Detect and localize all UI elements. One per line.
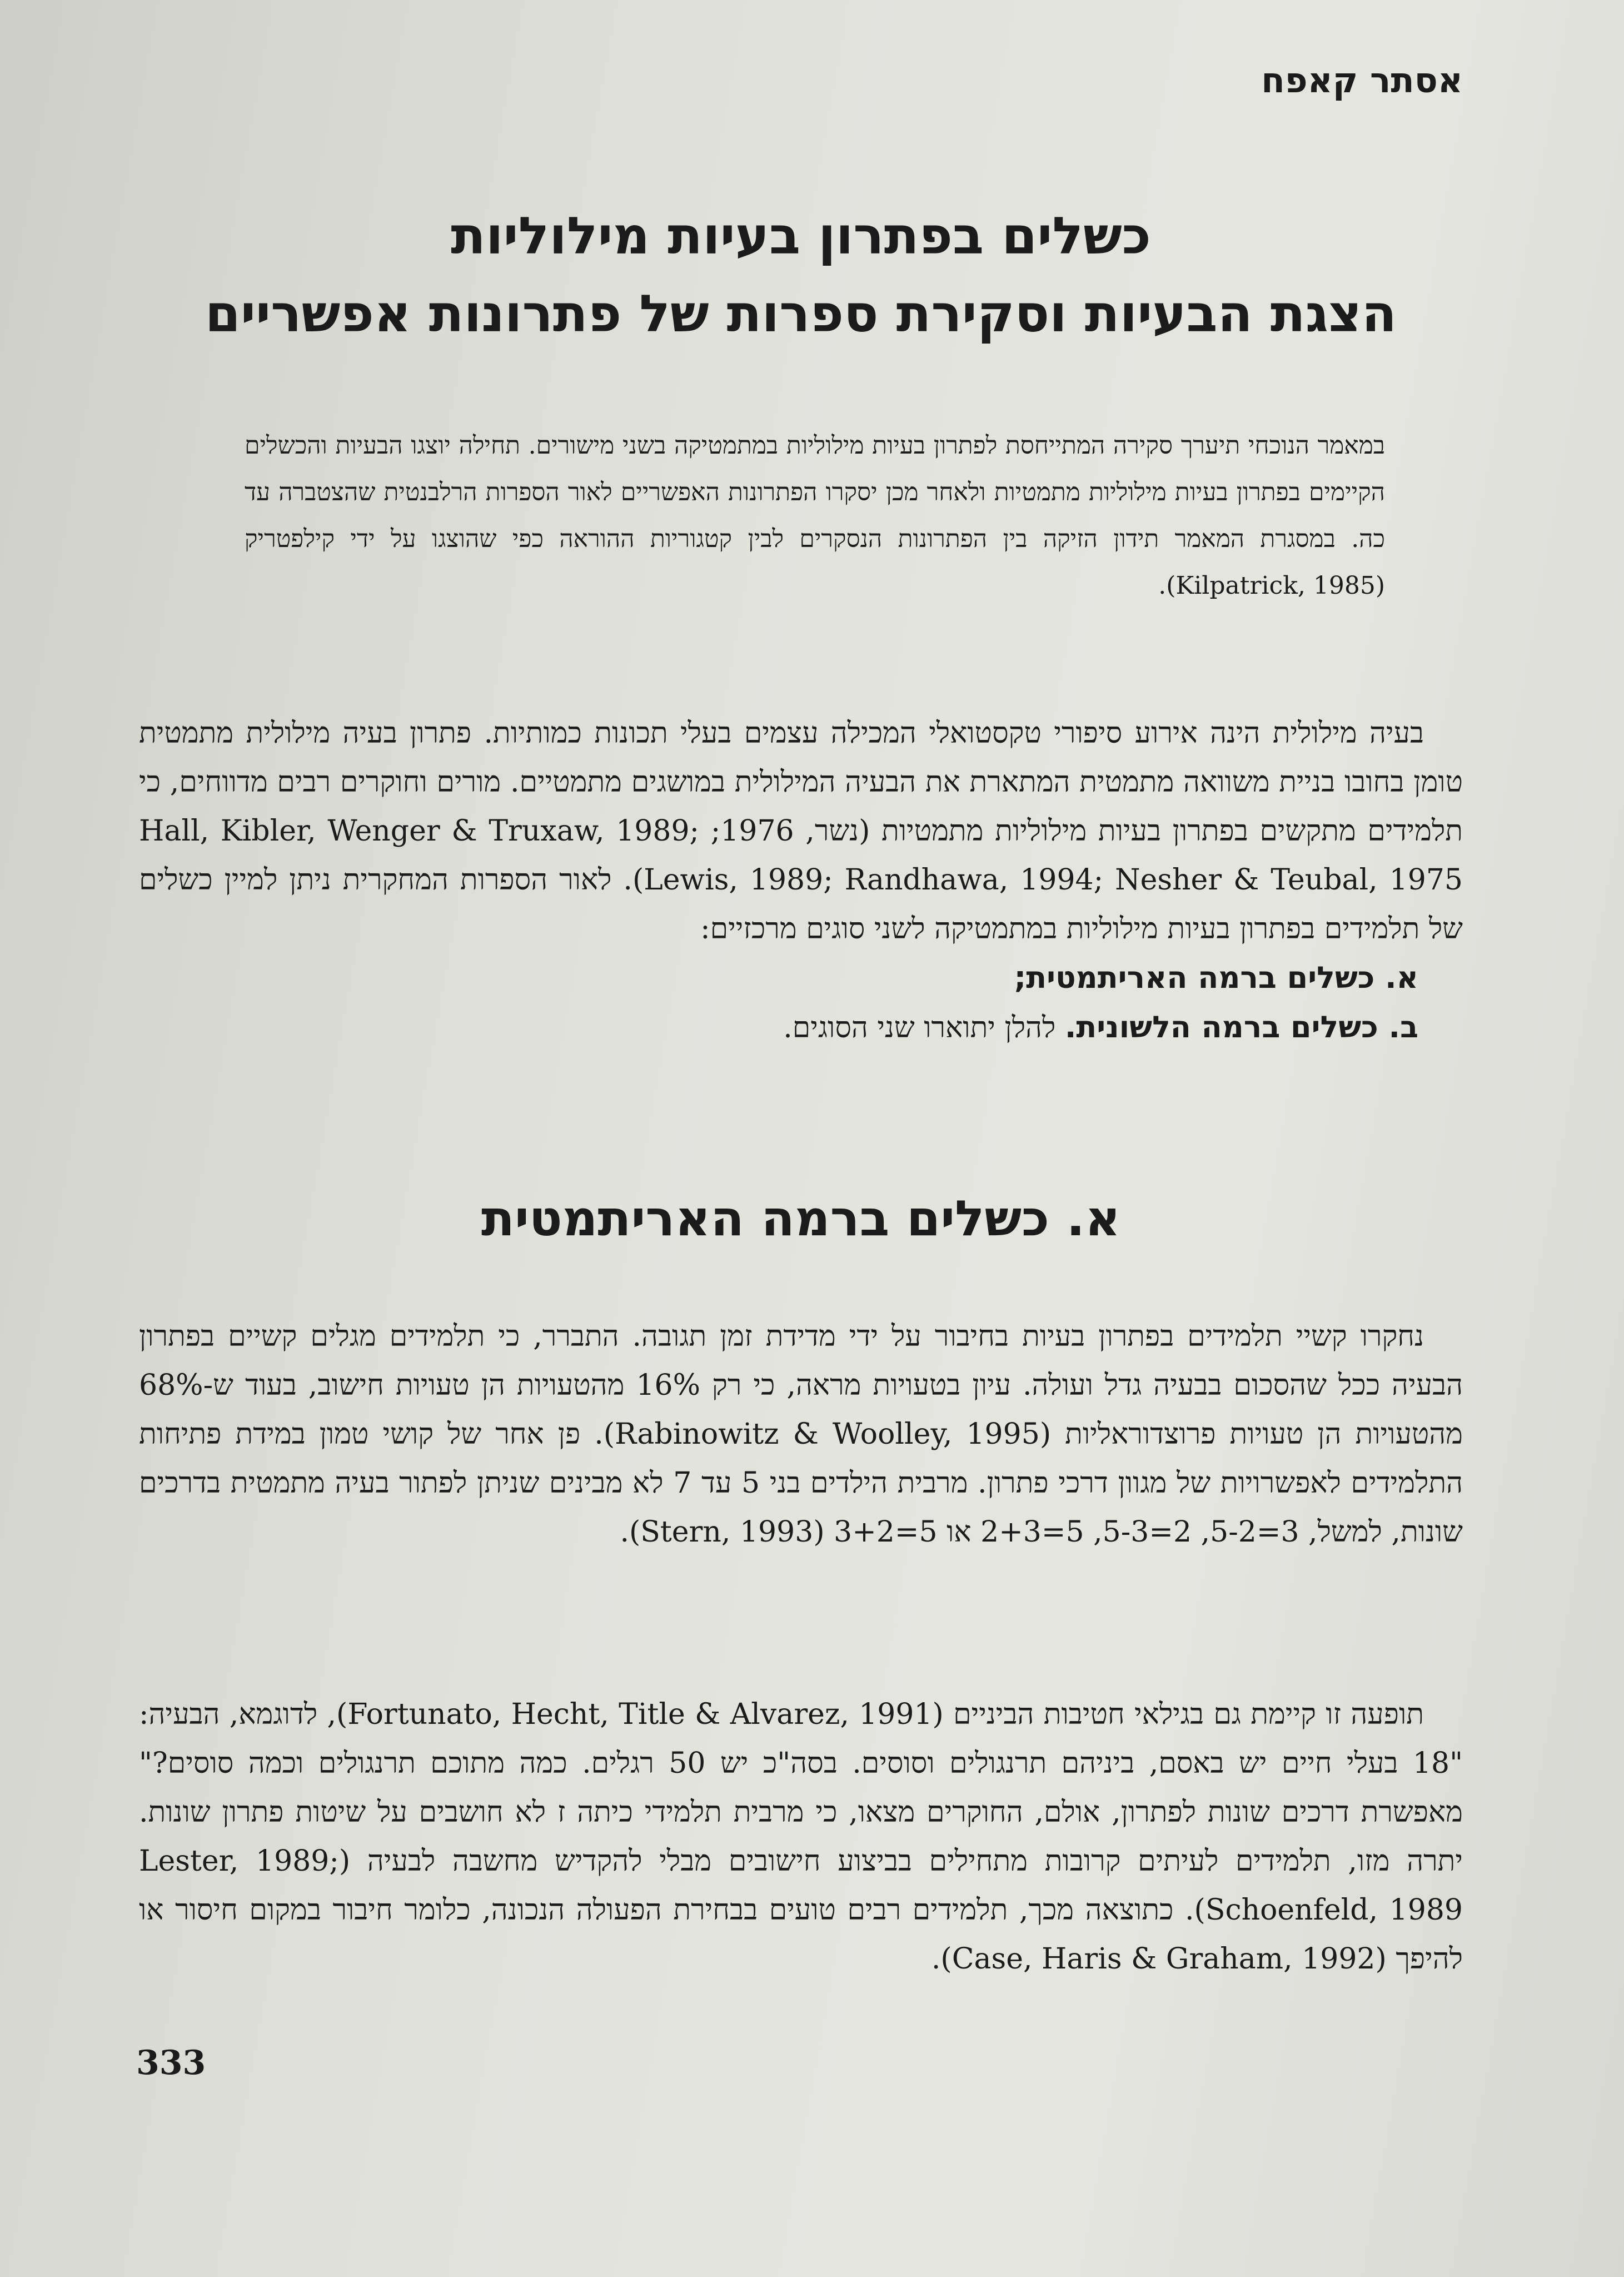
intro-paragraph: בעיה מילולית הינה אירוע סיפורי טקסטואלי המכילה עצמים בעלי תכונות כמותיות. פתרון בעיה מילולית מתמטית טומן בחובו בניית משוואה מתמטית המתארת את הבעיה המילולית במושגים מתמטיים. מורים וחוקרים רבים מדווחים, כי תלמידים מתקשים בפתרון בעיות מילוליות מתמטיות (נשר, 1976; Hall, Kibler, Wenger & Truxaw, 1989; Lewis, 1989; Randhawa, 1994; Nesher & Teubal, 1975). לאור הספרות המחקרית ניתן למיין כשלים של תלמידים בפתרון בעיות מילוליות במתמטיקה לשני סוגים מרכזיים: xyxy=(139,717,1463,946)
intro-section xyxy=(139,709,1463,1052)
article-title: כשלים בפתרון בעיות מילוליות xyxy=(451,206,1151,266)
category-b-line xyxy=(139,1003,1463,1052)
category-a: א. כשלים ברמה האריתמטית; xyxy=(1014,960,1418,995)
page-number: 333 xyxy=(136,2044,206,2082)
section-a-heading: א. כשלים ברמה האריתמטית xyxy=(481,1190,1121,1247)
section-a-paragraph-2: תופעה זו קיימת גם בגילאי חטיבות הביניים (Fortunato, Hecht, Title & Alvarez, 1991), לדוגמא, הבעיה: "18 בעלי חיים יש באסם, ביניהם תרנגולים וסוסים. בסה"כ יש 50 רגלים. כמה מתוכם תרנגולים וכמה סוסים?" מאפשרת דרכים שונות לפתרון, אולם, החוקרים מצאו, כי מרבית תלמידי כיתה ז לא חושבים על שיטות פתרון שונות. יתרה מזו, תלמידים לעיתים קרובות מתחילים בביצוע חישובים מבלי להקדיש מחשבה לבעיה (Lester, 1989; Schoenfeld, 1989). כתוצאה מכך, תלמידים רבים טועים בבחירת הפעולה הנכונה, כלומר חיבור במקום חיסור או להיפך (Case, Haris & Graham, 1992). xyxy=(139,1698,1463,1976)
article-subtitle: הצגת הבעיות וסקירת ספרות של פתרונות אפשריים xyxy=(205,284,1397,344)
category-b-rest: להלן יתוארו שני הסוגים. xyxy=(783,1011,1065,1045)
section-a-paragraph-1: נחקרו קשיי תלמידים בפתרון בעיות בחיבור על ידי מדידת זמן תגובה. התברר, כי תלמידים מגלים קשיים בפתרון הבעיה ככל שהסכום בבעיה גדל ועולה. עיון בטעויות מראה, כי רק 16% מהטעויות הן טעויות חישוב, בעוד ש-68% מהטעויות הן טעויות פרוצדוראליות (Rabinowitz & Woolley, 1995). פן אחר של קושי טמון במידת פתיחות התלמידים לאפשרויות של מגוון דרכי פתרון. מרבית הילדים בני 5 עד 7 לא מבינים שניתן לפתור בעיה מתמטית בדרכים שונות, למשל, 3=5-2, 2=5-3, 5=2+3 או 5=3+2 (Stern, 1993). xyxy=(139,1320,1463,1549)
section-a-paragraph-1-block xyxy=(139,1312,1463,1557)
abstract xyxy=(245,422,1385,609)
running-header-author: אסתר קאפח xyxy=(1261,60,1463,101)
abstract-text: במאמר הנוכחי תיערך סקירה המתייחסת לפתרון בעיות מילוליות במתמטיקה בשני מישורים. תחילה יוצגו הבעיות והכשלים הקיימים בפתרון בעיות מילוליות מתמטיות ולאחר מכן יסקרו הפתרונות האפשריים לאור הספרות הרלבנטית שהצטברה עד כה. במסגרת המאמר תידון הזיקה בין הפתרונות הנסקרים לבין קטגוריות ההוראה כפי שהוצגו על ידי קילפטריק (Kilpatrick, 1985). xyxy=(245,431,1385,600)
category-b: ב. כשלים ברמה הלשונית. xyxy=(1064,1010,1418,1045)
section-a-paragraph-2-block xyxy=(139,1690,1463,1983)
category-a-line xyxy=(139,953,1463,1003)
